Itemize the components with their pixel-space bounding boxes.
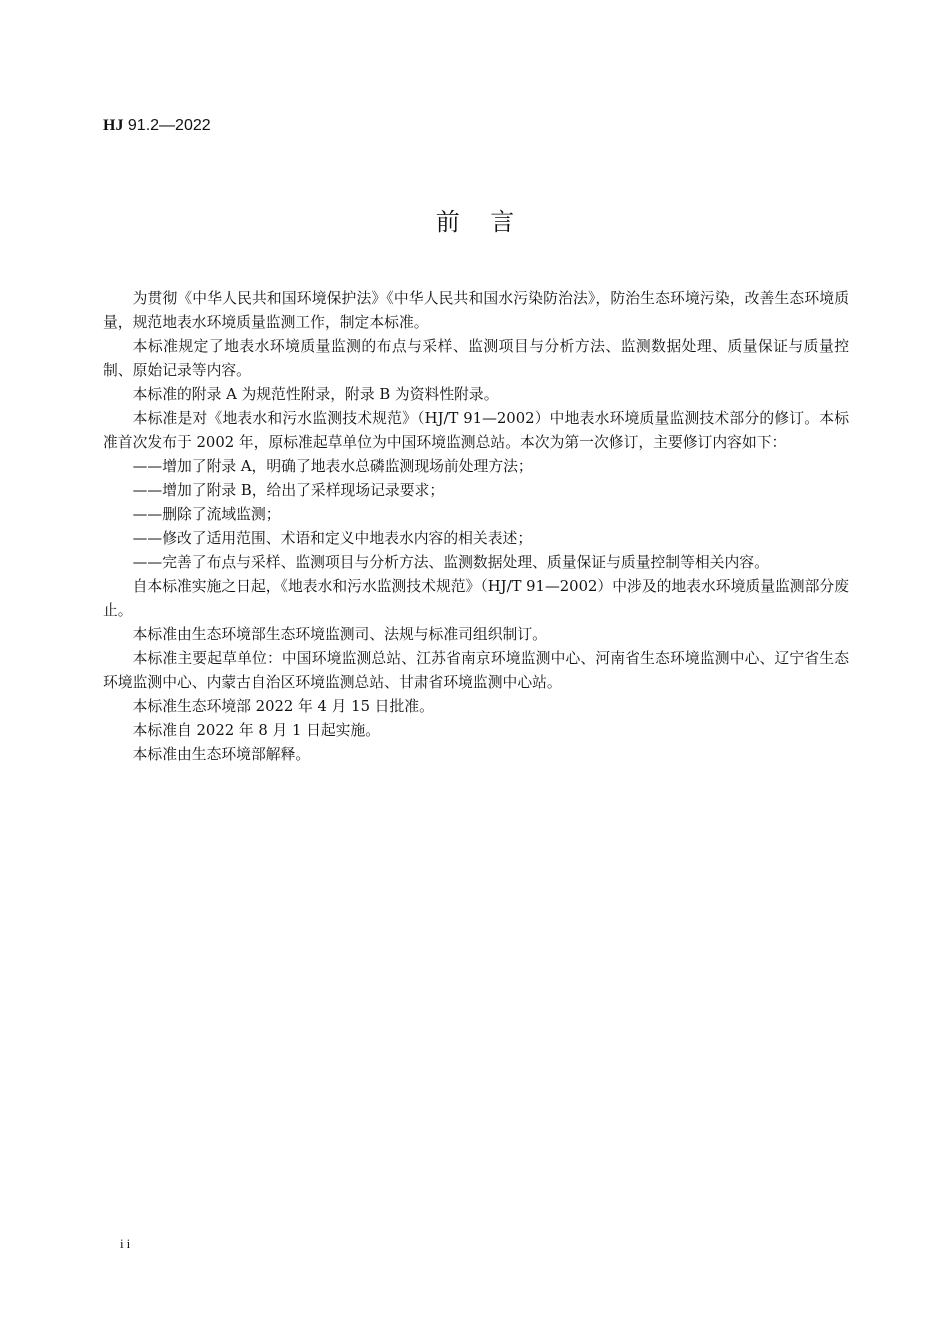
revision-item: ——删除了流域监测；	[132, 506, 281, 523]
revision-item: ——增加了附录 A，明确了地表水总磷监测现场前处理方法；	[132, 458, 533, 475]
foreword-body	[103, 287, 849, 767]
paragraph-drafters: 本标准主要起草单位：中国环境监测总站、江苏省南京环境监测中心、河南省生态环境监测中心、辽宁省生态环境监测中心、内蒙古自治区环境监测总站、甘肃省环境监测中心站。	[103, 650, 849, 691]
paragraph-organizer: 本标准由生态环境部生态环境监测司、法规与标准司组织制订。	[132, 626, 547, 643]
document-code-number: 91.2—2022	[123, 117, 211, 134]
page-title: 前 言	[435, 208, 515, 236]
paragraph-abolition: 自本标准实施之日起，《地表水和污水监测技术规范》（HJ/T 91—2002）中涉及的地表水环境质量监测部分废止。	[103, 578, 849, 619]
revision-item: ——修改了适用范围、术语和定义中地表水内容的相关表述；	[132, 530, 533, 547]
paragraph-appendix: 本标准的附录 A 为规范性附录，附录 B 为资料性附录。	[132, 386, 499, 403]
paragraph-approval: 本标准生态环境部 2022 年 4 月 15 日批准。	[132, 698, 434, 715]
paragraph-scope: 本标准规定了地表水环境质量监测的布点与采样、监测项目与分析方法、监测数据处理、质量保证与质量控制、原始记录等内容。	[103, 338, 849, 379]
document-code	[103, 115, 211, 137]
paragraph-interpretation: 本标准由生态环境部解释。	[132, 746, 311, 763]
revision-item: ——增加了附录 B，给出了采样现场记录要求；	[132, 482, 445, 499]
document-code-prefix: HJ	[103, 117, 124, 134]
paragraph-purpose: 为贯彻《中华人民共和国环境保护法》《中华人民共和国水污染防治法》，防治生态环境污染，改善生态环境质量，规范地表水环境质量监测工作，制定本标准。	[103, 290, 849, 331]
revision-item: ——完善了布点与采样、监测项目与分析方法、监测数据处理、质量保证与质量控制等相关内容。	[132, 554, 769, 571]
paragraph-revision: 本标准是对《地表水和污水监测技术规范》（HJ/T 91—2002）中地表水环境质量监测技术部分的修订。本标准首次发布于 2002 年，原标准起草单位为中国环境监测总站。本次为第一次修订，主要修订内容如下：	[103, 410, 849, 451]
page-number: ii	[120, 1236, 134, 1251]
paragraph-effective: 本标准自 2022 年 8 月 1 日起实施。	[132, 722, 381, 739]
